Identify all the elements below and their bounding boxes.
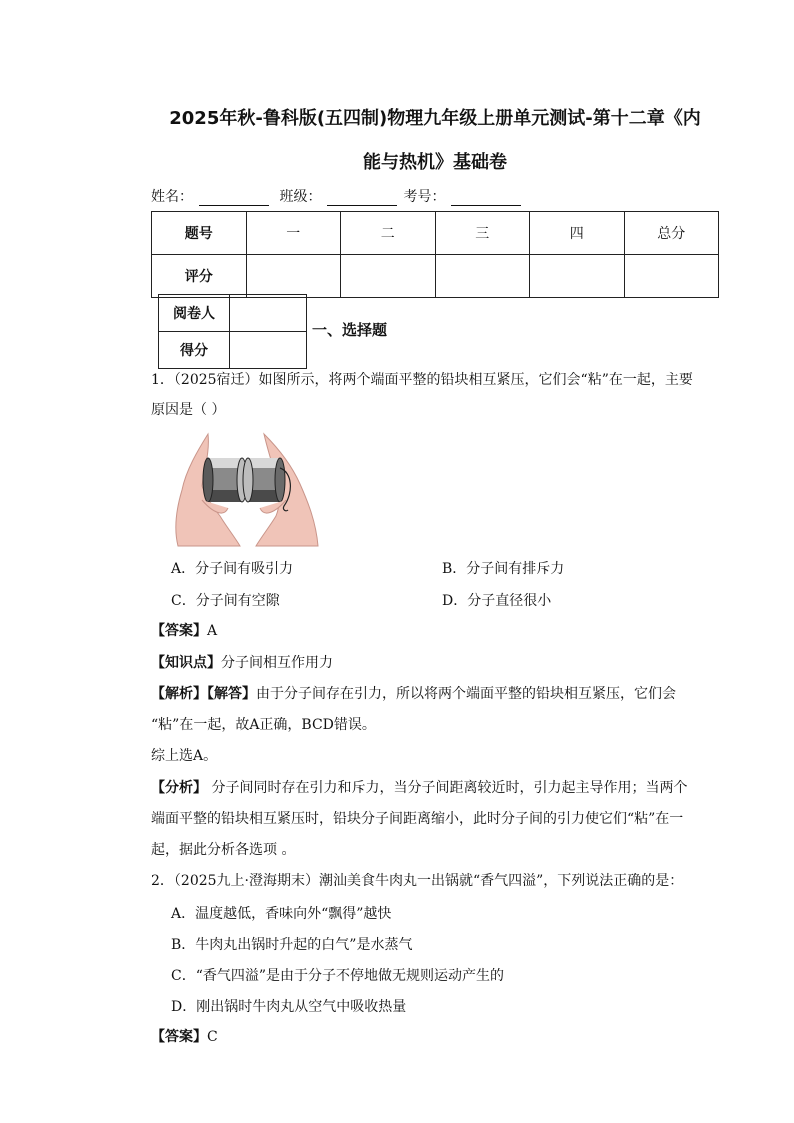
q2-answer (151, 1027, 721, 1047)
score-table (151, 211, 719, 298)
name-label: 姓名： (151, 189, 193, 205)
fenxi-text: 分子间同时存在引力和斥力，当分子间距离较近时，引力起主导作用；当两个 (207, 780, 688, 796)
grader-score-label: 得分 (159, 332, 230, 369)
header-part-1: 一 (246, 212, 341, 255)
q1-fenxi-line1 (151, 778, 721, 798)
class-label: 班级： (279, 189, 322, 205)
q1-stem-line1: 1．（2025宿迁）如图所示，将两个端面平整的铅块相互紧压，它们会“粘”在一起，主要 (151, 372, 693, 388)
analysis-text: 由于分子间存在引力，所以将两个端面平整的铅块相互紧压，它们会 (256, 686, 676, 702)
answer-value: C (207, 1029, 218, 1045)
q1-analysis-line1 (151, 684, 721, 704)
analysis-tag: 【解析】【解答】 (151, 686, 256, 702)
reviewer-cell (230, 295, 307, 332)
q2-option-c[interactable]: C．“香气四溢”是由于分子不停地做无规则运动产生的 (171, 968, 505, 984)
score-table-row (152, 255, 719, 298)
header-part-2: 二 (341, 212, 436, 255)
score-cell (246, 255, 341, 298)
class-blank[interactable] (327, 191, 397, 206)
q1-fenxi-line3: 起，据此分析各选项 。 (151, 842, 296, 858)
q1-answer (151, 621, 721, 641)
q2-stem: 2．（2025九上·澄海期末）潮汕美食牛肉丸一出锅就“香气四溢”，下列说法正确的是： (151, 873, 684, 889)
q1-option-d[interactable]: D．分子直径很小 (442, 593, 552, 609)
student-info (151, 186, 527, 206)
row-label-score: 评分 (152, 255, 247, 298)
section-title: 一、选择题 (312, 321, 388, 339)
page-title-line2: 能与热机》基础卷 (363, 152, 507, 173)
answer-tag: 【答案】 (151, 623, 207, 639)
score-cell (624, 255, 719, 298)
answer-tag: 【答案】 (151, 1029, 207, 1045)
q1-option-c[interactable]: C．分子间有空隙 (171, 593, 280, 609)
score-cell (530, 255, 625, 298)
q1-analysis-line2: “粘”在一起，故A正确，BCD错误。 (151, 717, 376, 733)
knowledge-value: 分子间相互作用力 (221, 655, 333, 671)
exam-no-blank[interactable] (451, 191, 521, 206)
right-lead-block (243, 458, 285, 502)
reviewer-label: 阅卷人 (159, 295, 230, 332)
q2-option-d[interactable]: D．刚出锅时牛肉丸从空气中吸收热量 (171, 999, 407, 1015)
score-cell (435, 255, 530, 298)
page-title-line1: 2025年秋-鲁科版(五四制)物理九年级上册单元测试-第十二章《内 (169, 108, 701, 129)
fenxi-tag: 【分析】 (151, 780, 207, 796)
lead-blocks-figure (168, 430, 324, 548)
q1-option-b[interactable]: B．分子间有排斥力 (442, 561, 565, 577)
score-table-header (152, 212, 719, 255)
header-part-3: 三 (435, 212, 530, 255)
q2-option-a[interactable]: A．温度越低，香味向外“飘得”越快 (171, 906, 392, 922)
q1-fenxi-line2: 端面平整的铅块相互紧压时，铅块分子间距离缩小，此时分子间的引力使它们“粘”在一 (151, 811, 684, 827)
grader-table (158, 294, 307, 369)
q1-summary: 综上选A。 (151, 748, 218, 764)
header-total: 总分 (624, 212, 719, 255)
answer-value: A (207, 623, 218, 639)
exam-no-label: 考号： (403, 189, 446, 205)
left-lead-block (203, 458, 247, 502)
knowledge-tag: 【知识点】 (151, 655, 221, 671)
score-cell (341, 255, 436, 298)
name-blank[interactable] (199, 191, 269, 206)
q1-option-a[interactable]: A．分子间有吸引力 (171, 561, 294, 577)
q2-option-b[interactable]: B．牛肉丸出锅时升起的白气”是水蒸气 (171, 937, 413, 953)
q1-stem-line2: 原因是（ ） (151, 402, 226, 418)
q1-knowledge (151, 653, 721, 673)
grader-score-cell (230, 332, 307, 369)
header-part-4: 四 (530, 212, 625, 255)
header-question-no: 题号 (152, 212, 247, 255)
